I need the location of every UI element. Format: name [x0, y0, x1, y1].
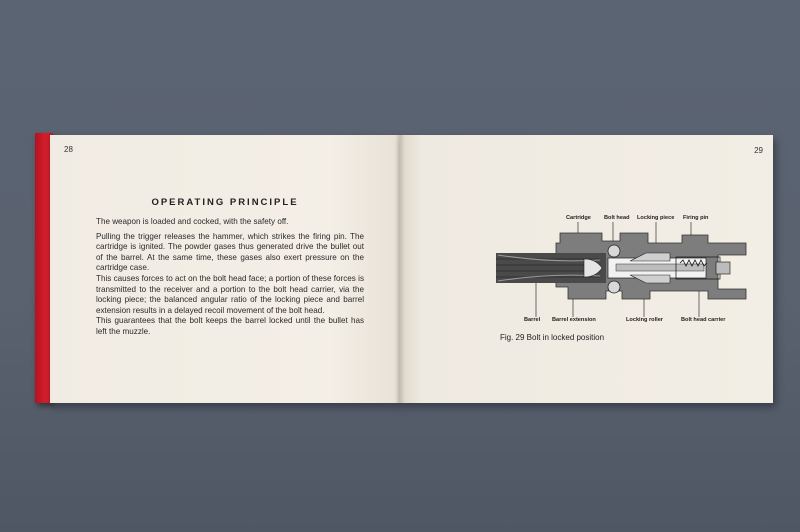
paragraph-1: The weapon is loaded and cocked, with the safety off.	[96, 217, 289, 226]
right-page	[400, 135, 773, 403]
label-locking-roller: Locking roller	[626, 317, 663, 323]
paragraph-4: This guarantees that the bolt keeps the barrel locked until the bullet has left the muzzle.	[96, 316, 364, 336]
paragraph-2: Pulling the trigger releases the hammer, which strikes the firing pin. The cartridge is ignited. The powder gases thus generated drive the bullet out of the barrel. At the same time, these gases also exert pressure on the cartridge case.	[96, 231, 364, 273]
page-number-left: 28	[64, 145, 73, 154]
bolt-diagram-figure	[440, 203, 760, 333]
label-bolt-head-carrier: Bolt head carrier	[681, 317, 726, 323]
bolt-cross-section-drawing	[440, 203, 760, 333]
label-barrel: Barrel	[524, 317, 541, 323]
label-barrel-extension: Barrel extension	[552, 317, 596, 323]
label-locking-piece: Locking piece	[637, 215, 675, 221]
label-cartridge: Cartridge	[566, 215, 591, 221]
figure-caption: Fig. 29 Bolt in locked position	[500, 333, 605, 342]
left-page	[50, 135, 400, 403]
page-number-right: 29	[754, 146, 763, 155]
paragraph-3: This causes forces to act on the bolt head face; a portion of these forces is transmitted to the receiver and a portion to the bolt head carrier, via the locking piece; the balanced angular ratio of the locking piece and barrel extension results in a delayed recoil movement of the bolt head.	[96, 273, 364, 315]
book-spine	[395, 135, 405, 403]
body-text	[96, 217, 364, 338]
label-firing-pin: Firing pin	[683, 215, 709, 221]
booklet	[35, 133, 773, 405]
label-bolt-head: Bolt head	[604, 215, 630, 221]
section-heading: OPERATING PRINCIPLE	[151, 197, 299, 208]
